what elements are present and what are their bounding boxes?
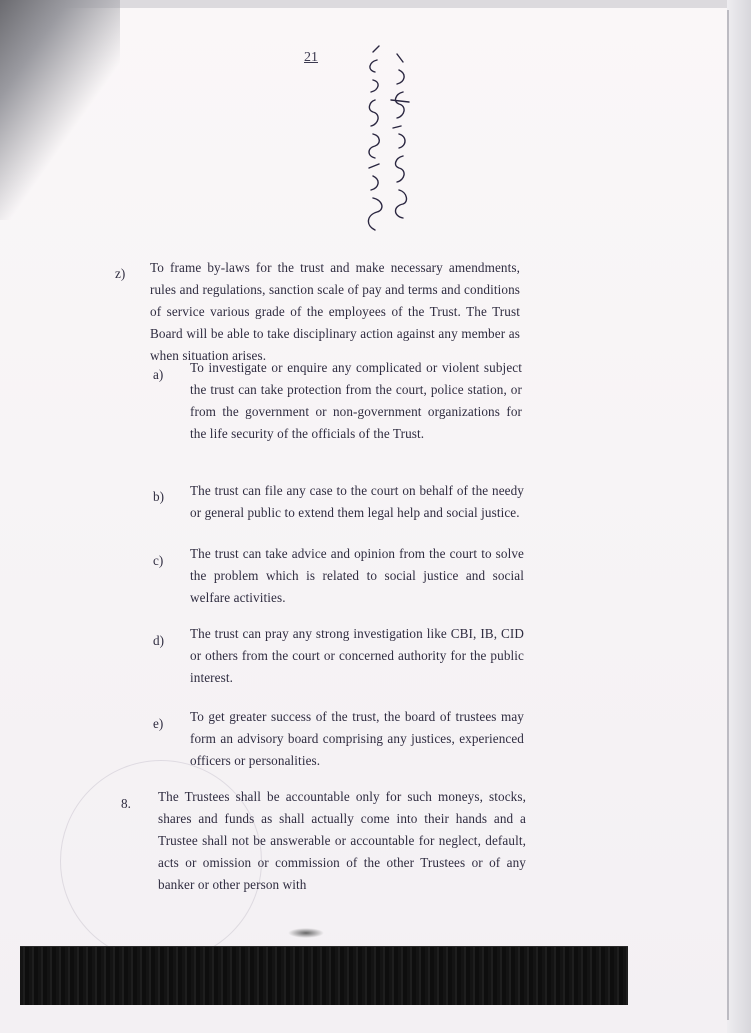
subclause-e-text: To get greater success of the trust, the board of trustees may form an advisory board comprising any justices, experienced officers or personalities.	[190, 709, 524, 768]
subclause-d-marker: d)	[153, 633, 164, 648]
subclause-b-marker: b)	[153, 489, 164, 504]
subclause-e-marker: e)	[153, 716, 164, 731]
subclause-b-text: The trust can file any case to the court on behalf of the needy or general public to extend them legal help and social justice.	[190, 483, 524, 520]
scan-right-edge	[727, 0, 751, 1033]
clause-z-marker: z)	[115, 266, 126, 281]
clause-z-text: To frame by-laws for the trust and make necessary amendments, rules and regulations, sanction scale of pay and terms and conditions of service various grade of the employees of the Trust. The Trust Board will be able to take disciplinary action against any member as when situation arises.	[150, 260, 520, 363]
subclause-a-marker: a)	[153, 367, 164, 382]
subclause-c-text: The trust can take advice and opinion from the court to solve the problem which is related to social justice and social welfare activities.	[190, 546, 524, 605]
subclause-d-text: The trust can pray any strong investigation like CBI, IB, CID or others from the court or concerned authority for the public interest.	[190, 626, 524, 685]
binding-line	[727, 10, 729, 1020]
clause-8-text: The Trustees shall be accountable only for such moneys, stocks, shares and funds as shall actually come into their hands and a Trustee shall not be answerable or accountable for neglect, default, acts or omission or commission of the other Trustees or of any banker or other person with	[158, 789, 526, 892]
clause-8-marker: 8.	[121, 796, 131, 811]
redaction-bar	[20, 946, 628, 1005]
subclause-a-text: To investigate or enquire any complicated or violent subject the trust can take protection from the court, police station, or from the government or non-government organizations for the life security of the officials of the Trust.	[190, 360, 522, 441]
page-number: 21	[304, 50, 318, 65]
subclause-c-marker: c)	[153, 553, 164, 568]
scan-corner-shadow	[0, 0, 120, 220]
handwritten-signature	[345, 40, 415, 240]
ink-smudge	[288, 928, 324, 938]
